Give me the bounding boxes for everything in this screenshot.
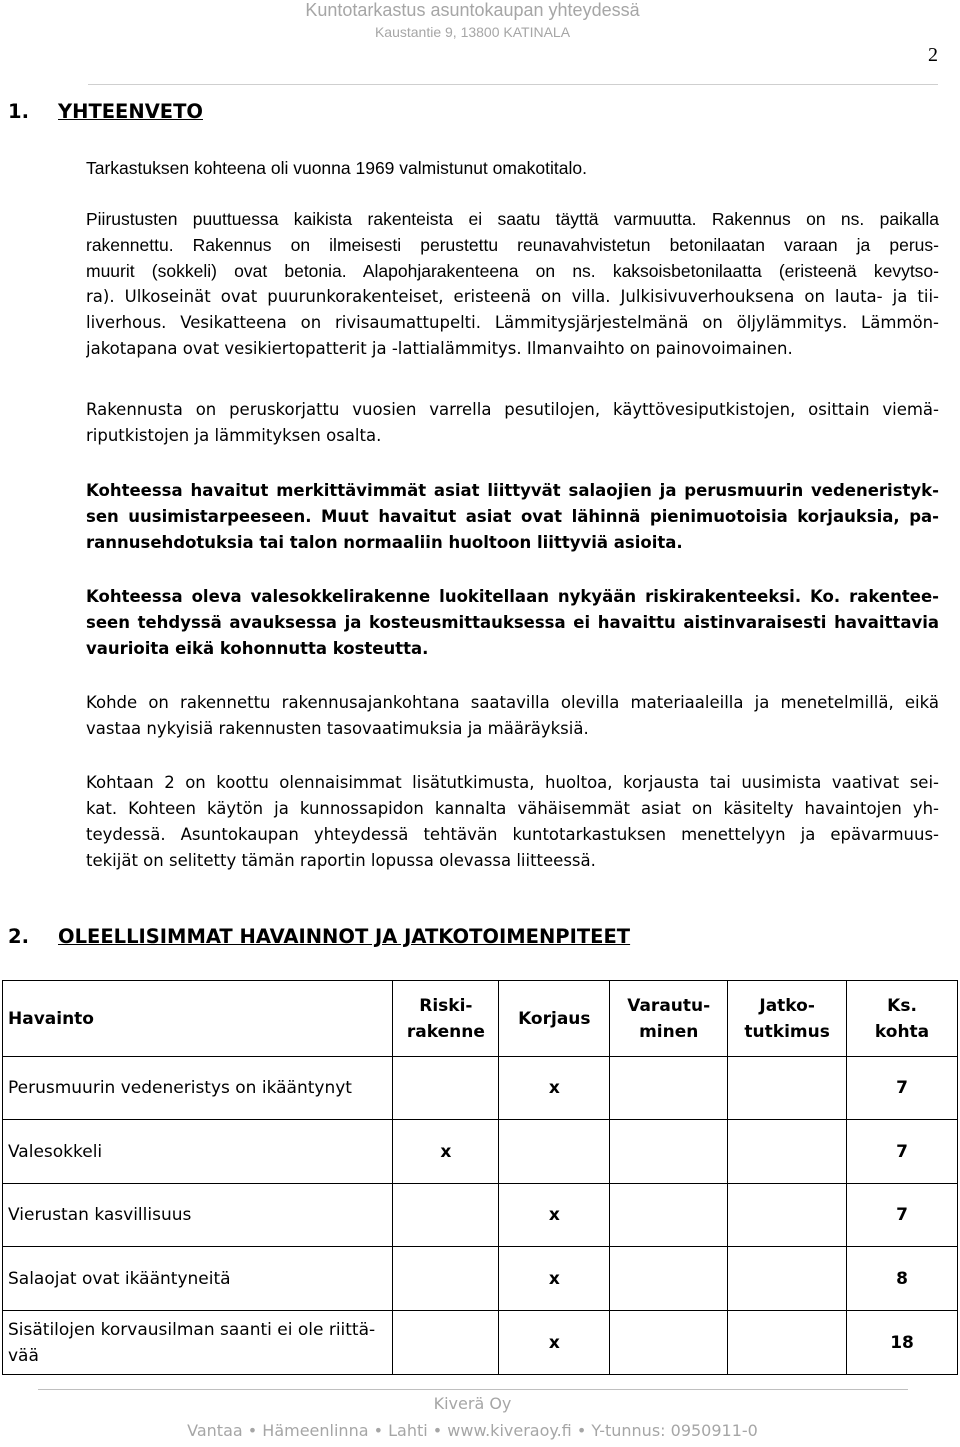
cell-havainto: Vierustan kasvillisuus xyxy=(3,1184,393,1247)
paragraph-line: rannusehdotuksia tai talon normaaliin huoltoon liittyviä asioita. xyxy=(86,533,683,552)
cell-jatkotutkimus xyxy=(728,1120,847,1184)
cell-varautuminen xyxy=(610,1120,728,1184)
paragraph-line: seen tehdyssä avauksessa ja kosteusmittauksessa ei havaittu aistinvaraisesti havaittavia xyxy=(86,613,939,632)
cell-riskirakenne xyxy=(393,1184,499,1247)
col-header-korjaus: Korjaus xyxy=(499,981,610,1057)
cell-korjaus: x xyxy=(499,1057,610,1120)
cell-riskirakenne: x xyxy=(393,1120,499,1184)
paragraph-5 xyxy=(86,584,939,662)
paragraph-4 xyxy=(86,478,939,556)
cell-korjaus: x xyxy=(499,1247,610,1311)
table-header-row xyxy=(3,981,958,1057)
page-number: 2 xyxy=(928,44,938,66)
paragraph-line: Tarkastuksen kohteena oli vuonna 1969 valmistunut omakotitalo. xyxy=(86,158,587,178)
cell-havainto: Valesokkeli xyxy=(3,1120,393,1184)
cell-havainto: Sisätilojen korvausilman saanti ei ole riittä- vää xyxy=(3,1311,393,1375)
paragraph-line: jakotapana ovat vesikiertopatterit ja -lattialämmitys. Ilmanvaihto on painovoimainen. xyxy=(86,339,793,358)
section-2-title: OLEELLISIMMAT HAVAINNOT JA JATKOTOIMENPITEET xyxy=(58,925,631,948)
cell-jatkotutkimus xyxy=(728,1184,847,1247)
cell-riskirakenne xyxy=(393,1247,499,1311)
paragraph-line: vastaa nykyisiä rakennusten tasovaatimuksia ja määräyksiä. xyxy=(86,719,589,738)
cell-havainto: Perusmuurin vedeneristys on ikääntynyt xyxy=(3,1057,393,1120)
cell-havainto: Salaojat ovat ikääntyneitä xyxy=(3,1247,393,1311)
paragraph-line: vaurioita eikä kohonnutta kosteutta. xyxy=(86,639,429,658)
paragraph-line: Rakennusta on peruskorjattu vuosien varrella pesutilojen, käyttövesiputkistojen, osittain viemä- xyxy=(86,400,939,419)
paragraph-line: tekijät on selitetty tämän raportin lopussa olevassa liitteessä. xyxy=(86,851,596,870)
col-header-jatkotutkimus: Jatko- tutkimus xyxy=(728,981,847,1057)
col-header-havainto: Havainto xyxy=(3,981,393,1057)
cell-varautuminen xyxy=(610,1184,728,1247)
paragraph-line: riputkistojen ja lämmityksen osalta. xyxy=(86,426,382,445)
footer-company: Kiverä Oy xyxy=(433,1394,512,1413)
col-header-riskirakenne: Riski- rakenne xyxy=(393,981,499,1057)
cell-riskirakenne xyxy=(393,1057,499,1120)
paragraph-6 xyxy=(86,690,939,742)
paragraph-line: Kohde on rakennettu rakennusajankohtana saatavilla olevilla materiaaleilla ja menetelmillä, eikä xyxy=(86,693,939,712)
paragraph-line: liverhous. Vesikatteena on rivisaumattupelti. Lämmitysjärjestelmänä on öljylämmitys. Lämmön- xyxy=(86,313,939,332)
table-row xyxy=(3,1184,958,1247)
section-2-number: 2. xyxy=(8,925,29,948)
paragraph-line: rakennettu. Rakennus on ilmeisesti perustettu reunavahvistetun betonilaatan varaan ja perus- xyxy=(86,235,939,255)
footer-divider xyxy=(38,1389,908,1390)
cell-jatkotutkimus xyxy=(728,1057,847,1120)
paragraph-7 xyxy=(86,770,939,874)
paragraph-line: sen uusimistarpeeseen. Muut havaitut asiat ovat lähinnä pienimuotoisia korjauksia, pa- xyxy=(86,507,939,526)
section-2-heading xyxy=(8,925,630,948)
cell-ks-kohta: 8 xyxy=(847,1247,958,1311)
paragraph-line: Piirustusten puuttuessa kaikista rakenteista ei saatu täyttä varmuutta. Rakennus on ns. paikalla xyxy=(86,209,939,229)
paragraph-line: Kohteessa havaitut merkittävimmät asiat liittyvät salaojien ja perusmuurin vedeneristyk- xyxy=(86,481,939,500)
paragraph-2 xyxy=(86,206,939,362)
paragraph-line: ra). Ulkoseinät ovat puurunkorakenteiset, eristeenä on villa. Julkisivuverhouksena on lauta- ja tii- xyxy=(86,287,939,306)
document-address: Kaustantie 9, 13800 KATINALA xyxy=(374,24,571,40)
paragraph-line: teydessä. Asuntokaupan yhteydessä tehtävän kuntotarkastuksen menettelyyn ja epävarmuus- xyxy=(86,825,939,844)
col-header-varautuminen: Varautu- minen xyxy=(610,981,728,1057)
cell-korjaus xyxy=(499,1120,610,1184)
section-1-number: 1. xyxy=(8,100,29,123)
cell-ks-kohta: 18 xyxy=(847,1311,958,1375)
footer-contact-info: Vantaa • Hämeenlinna • Lahti • www.kiveraoy.fi • Y-tunnus: 0950911-0 xyxy=(187,1421,758,1440)
cell-riskirakenne xyxy=(393,1311,499,1375)
cell-korjaus: x xyxy=(499,1184,610,1247)
table-row xyxy=(3,1057,958,1120)
paragraph-1 xyxy=(86,155,939,181)
col-header-ks-kohta: Ks. kohta xyxy=(847,981,958,1057)
table-row xyxy=(3,1247,958,1311)
cell-varautuminen xyxy=(610,1057,728,1120)
paragraph-line: muurit (sokkeli) ovat betonia. Alapohjarakenteena on ns. kaksoisbetonilaatta (eristeenä kevytso- xyxy=(86,261,939,281)
table-row xyxy=(3,1311,958,1375)
paragraph-3 xyxy=(86,397,939,449)
cell-jatkotutkimus xyxy=(728,1311,847,1375)
cell-jatkotutkimus xyxy=(728,1247,847,1311)
paragraph-line: Kohtaan 2 on koottu olennaisimmat lisätutkimusta, huoltoa, korjausta tai uusimista vaativat sei- xyxy=(86,773,939,792)
section-1-heading xyxy=(8,100,203,123)
observations-table xyxy=(2,980,958,1375)
cell-ks-kohta: 7 xyxy=(847,1120,958,1184)
document-title: Kuntotarkastus asuntokaupan yhteydessä xyxy=(305,0,640,20)
header-divider xyxy=(88,84,938,85)
cell-korjaus: x xyxy=(499,1311,610,1375)
cell-varautuminen xyxy=(610,1311,728,1375)
cell-ks-kohta: 7 xyxy=(847,1057,958,1120)
paragraph-line: Kohteessa oleva valesokkelirakenne luokitellaan nykyään riskirakenteeksi. Ko. rakentee- xyxy=(86,587,939,606)
section-1-title: YHTEENVETO xyxy=(58,100,203,123)
paragraph-line: kat. Kohteen käytön ja kunnossapidon kannalta vähäisemmät asiat on käsitelty havaintojen yh- xyxy=(86,799,939,818)
cell-ks-kohta: 7 xyxy=(847,1184,958,1247)
table-row xyxy=(3,1120,958,1184)
cell-varautuminen xyxy=(610,1247,728,1311)
